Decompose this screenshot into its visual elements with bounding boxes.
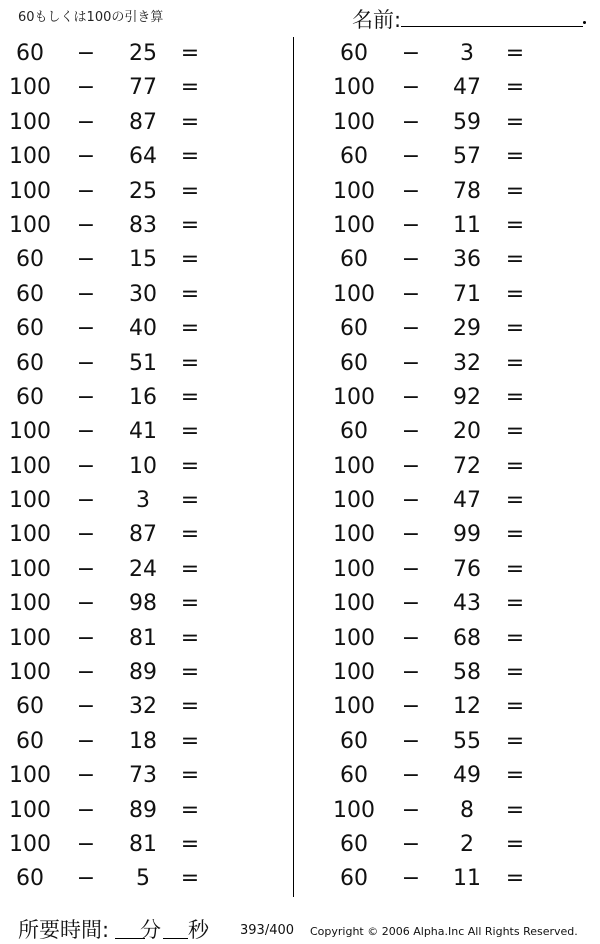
minuend: 60 [340,41,368,66]
minus-sign: − [401,831,421,857]
problem-row [0,725,290,759]
column-divider [293,37,294,897]
subtrahend: 92 [453,384,481,410]
subtrahend: 29 [453,316,481,342]
minus-sign: − [401,281,421,307]
problem-row [0,862,290,896]
equals-sign: = [505,763,525,789]
equals-sign: = [505,212,525,238]
equals-sign: = [505,797,525,823]
minuend: 100 [333,694,375,720]
minuend: 100 [333,212,375,238]
equals-sign: = [505,556,525,582]
minuend: 100 [9,556,51,582]
problem-row [0,690,290,724]
equals-sign: = [505,522,525,548]
minus-sign: − [76,41,96,66]
minuend: 100 [9,763,51,789]
problem-row [300,518,600,552]
equals-sign: = [180,625,200,651]
equals-sign: = [180,41,200,66]
equals-sign: = [505,316,525,342]
problem-row [0,450,290,484]
equals-sign: = [505,109,525,135]
subtrahend: 89 [129,797,157,823]
minuend: 100 [333,384,375,410]
minus-sign: − [401,384,421,410]
problem-row [300,243,600,277]
subtrahend: 8 [460,797,474,823]
subtrahend: 87 [129,109,157,135]
minuend: 60 [16,728,44,754]
equals-sign: = [505,281,525,307]
subtrahend: 3 [460,41,474,66]
equals-sign: = [180,763,200,789]
minuend: 60 [16,316,44,342]
subtrahend: 10 [129,453,157,479]
problem-row [0,587,290,621]
minus-sign: − [401,350,421,376]
subtrahend: 51 [129,350,157,376]
equals-sign: = [180,247,200,273]
problem-row [0,37,290,71]
minuend: 100 [333,660,375,686]
minuend: 100 [9,144,51,170]
subtrahend: 3 [136,488,150,514]
problem-row [300,759,600,793]
equals-sign: = [180,866,200,892]
equals-sign: = [505,384,525,410]
minuend: 100 [9,488,51,514]
problem-row [300,794,600,828]
minuend: 100 [333,109,375,135]
minus-sign: − [76,556,96,582]
subtrahend: 43 [453,591,481,617]
minus-sign: − [76,281,96,307]
problem-row [0,553,290,587]
problem-row [300,209,600,243]
problem-row [300,484,600,518]
problem-row [300,347,600,381]
minuend: 60 [340,316,368,342]
minus-sign: − [401,178,421,204]
minus-sign: − [76,694,96,720]
minus-sign: − [401,591,421,617]
problem-row [0,381,290,415]
equals-sign: = [505,419,525,445]
minuend: 100 [9,625,51,651]
minus-sign: − [76,178,96,204]
minus-sign: − [76,591,96,617]
problem-row [300,656,600,690]
minuend: 100 [9,522,51,548]
problem-row [0,278,290,312]
equals-sign: = [180,316,200,342]
minuend: 100 [9,178,51,204]
problem-row [0,140,290,174]
minus-sign: − [76,384,96,410]
problem-row [300,140,600,174]
subtrahend: 64 [129,144,157,170]
subtrahend: 40 [129,316,157,342]
subtrahend: 68 [453,625,481,651]
minutes-label: 分 [140,918,161,942]
minus-sign: − [76,763,96,789]
minuend: 100 [333,625,375,651]
problem-row [0,759,290,793]
minus-sign: − [76,797,96,823]
equals-sign: = [505,728,525,754]
copyright-notice: Copyright © 2006 Alpha.Inc All Rights Reserved. [310,925,578,938]
problem-row [0,656,290,690]
problem-row [300,587,600,621]
minus-sign: − [76,247,96,273]
problem-row [0,518,290,552]
minus-sign: − [76,316,96,342]
seconds-underline [163,938,188,939]
problem-row [0,622,290,656]
worksheet-title: 60もしくは100の引き算 [18,10,164,25]
minuend: 100 [9,797,51,823]
minuend: 60 [16,866,44,892]
minus-sign: − [401,488,421,514]
equals-sign: = [180,831,200,857]
minus-sign: − [76,831,96,857]
equals-sign: = [505,694,525,720]
problem-row [300,106,600,140]
minuend: 60 [16,281,44,307]
equals-sign: = [180,419,200,445]
subtrahend: 47 [453,488,481,514]
minus-sign: − [76,212,96,238]
seconds-label: 秒 [188,918,209,942]
minus-sign: − [76,109,96,135]
minus-sign: − [401,728,421,754]
minus-sign: − [76,728,96,754]
equals-sign: = [180,660,200,686]
equals-sign: = [180,178,200,204]
minus-sign: − [401,75,421,101]
equals-sign: = [505,591,525,617]
problem-row [0,71,290,105]
subtrahend: 89 [129,660,157,686]
problem-row [300,690,600,724]
subtrahend: 98 [129,591,157,617]
equals-sign: = [505,866,525,892]
page-number: 393/400 [240,923,295,938]
problem-row [300,450,600,484]
problem-row [300,312,600,346]
equals-sign: = [180,522,200,548]
equals-sign: = [180,694,200,720]
minus-sign: − [76,660,96,686]
subtrahend: 73 [129,763,157,789]
minus-sign: − [401,556,421,582]
subtrahend: 81 [129,625,157,651]
equals-sign: = [180,212,200,238]
subtrahend: 32 [453,350,481,376]
subtrahend: 36 [453,247,481,273]
problem-row [0,484,290,518]
name-underline [401,26,583,27]
minus-sign: − [76,419,96,445]
minus-sign: − [401,866,421,892]
right-problem-column [300,37,600,897]
subtrahend: 11 [453,212,481,238]
minus-sign: − [401,522,421,548]
problem-row [0,106,290,140]
equals-sign: = [505,660,525,686]
minuend: 100 [333,556,375,582]
minus-sign: − [401,763,421,789]
minuend: 60 [340,866,368,892]
equals-sign: = [180,350,200,376]
equals-sign: = [180,109,200,135]
subtrahend: 49 [453,763,481,789]
minus-sign: − [401,247,421,273]
subtrahend: 30 [129,281,157,307]
problem-row [0,209,290,243]
minuend: 100 [9,75,51,101]
problem-row [300,37,600,71]
minuend: 100 [333,522,375,548]
equals-sign: = [505,75,525,101]
equals-sign: = [180,453,200,479]
problem-row [300,622,600,656]
minuend: 100 [333,488,375,514]
minus-sign: − [401,419,421,445]
equals-sign: = [180,591,200,617]
problem-row [300,381,600,415]
subtrahend: 41 [129,419,157,445]
minus-sign: − [401,109,421,135]
problem-row [300,71,600,105]
subtrahend: 11 [453,866,481,892]
equals-sign: = [505,625,525,651]
problem-row [300,278,600,312]
subtrahend: 78 [453,178,481,204]
minuend: 100 [9,453,51,479]
subtrahend: 83 [129,212,157,238]
problem-row [0,243,290,277]
subtrahend: 57 [453,144,481,170]
subtrahend: 58 [453,660,481,686]
minuend: 100 [333,453,375,479]
minus-sign: − [76,866,96,892]
problem-row [0,415,290,449]
problem-row [0,794,290,828]
minuend: 100 [333,281,375,307]
problem-row [0,175,290,209]
minus-sign: − [401,41,421,66]
minuend: 60 [340,831,368,857]
subtrahend: 47 [453,75,481,101]
minuend: 100 [9,419,51,445]
name-line-end-dot [583,21,586,24]
minus-sign: − [401,625,421,651]
problem-row [300,725,600,759]
problem-row [300,828,600,862]
subtrahend: 99 [453,522,481,548]
problem-row [0,828,290,862]
minuend: 100 [333,797,375,823]
problem-row [0,312,290,346]
minuend: 60 [340,763,368,789]
subtrahend: 81 [129,831,157,857]
minuend: 60 [16,350,44,376]
subtrahend: 77 [129,75,157,101]
equals-sign: = [505,247,525,273]
subtrahend: 71 [453,281,481,307]
minus-sign: − [76,453,96,479]
minus-sign: − [401,694,421,720]
minus-sign: − [76,144,96,170]
minus-sign: − [401,660,421,686]
equals-sign: = [505,453,525,479]
problem-row [300,862,600,896]
equals-sign: = [180,488,200,514]
subtrahend: 5 [136,866,150,892]
equals-sign: = [505,178,525,204]
subtrahend: 15 [129,247,157,273]
equals-sign: = [180,384,200,410]
equals-sign: = [505,144,525,170]
minuend: 100 [9,212,51,238]
minuend: 100 [9,109,51,135]
minuend: 100 [333,178,375,204]
subtrahend: 16 [129,384,157,410]
minus-sign: − [76,522,96,548]
subtrahend: 24 [129,556,157,582]
name-label: 名前: [352,8,402,32]
minuend: 60 [340,144,368,170]
subtrahend: 76 [453,556,481,582]
minuend: 60 [16,694,44,720]
minus-sign: − [401,316,421,342]
minuend: 100 [9,831,51,857]
minus-sign: − [76,625,96,651]
subtrahend: 59 [453,109,481,135]
minuend: 60 [16,247,44,273]
minuend: 60 [16,41,44,66]
subtrahend: 2 [460,831,474,857]
minus-sign: − [401,453,421,479]
minuend: 60 [340,728,368,754]
minus-sign: − [76,350,96,376]
subtrahend: 87 [129,522,157,548]
subtrahend: 55 [453,728,481,754]
minuend: 60 [340,247,368,273]
equals-sign: = [180,75,200,101]
subtrahend: 32 [129,694,157,720]
minus-sign: − [76,75,96,101]
minuend: 100 [9,591,51,617]
minus-sign: − [401,797,421,823]
minuend: 60 [340,350,368,376]
equals-sign: = [505,350,525,376]
minuend: 100 [9,660,51,686]
equals-sign: = [505,831,525,857]
equals-sign: = [180,797,200,823]
subtrahend: 18 [129,728,157,754]
subtrahend: 25 [129,41,157,66]
subtrahend: 72 [453,453,481,479]
problem-row [300,175,600,209]
problem-row [300,553,600,587]
subtrahend: 25 [129,178,157,204]
minuend: 100 [333,75,375,101]
equals-sign: = [505,41,525,66]
minus-sign: − [76,488,96,514]
equals-sign: = [180,556,200,582]
problem-row [300,415,600,449]
equals-sign: = [505,488,525,514]
equals-sign: = [180,144,200,170]
minus-sign: − [401,144,421,170]
minus-sign: − [401,212,421,238]
subtrahend: 20 [453,419,481,445]
equals-sign: = [180,281,200,307]
left-problem-column [0,37,290,897]
minuend: 60 [340,419,368,445]
minuend: 60 [16,384,44,410]
time-label: 所要時間: [18,918,110,942]
problem-row [0,347,290,381]
minuend: 100 [333,591,375,617]
subtrahend: 12 [453,694,481,720]
equals-sign: = [180,728,200,754]
